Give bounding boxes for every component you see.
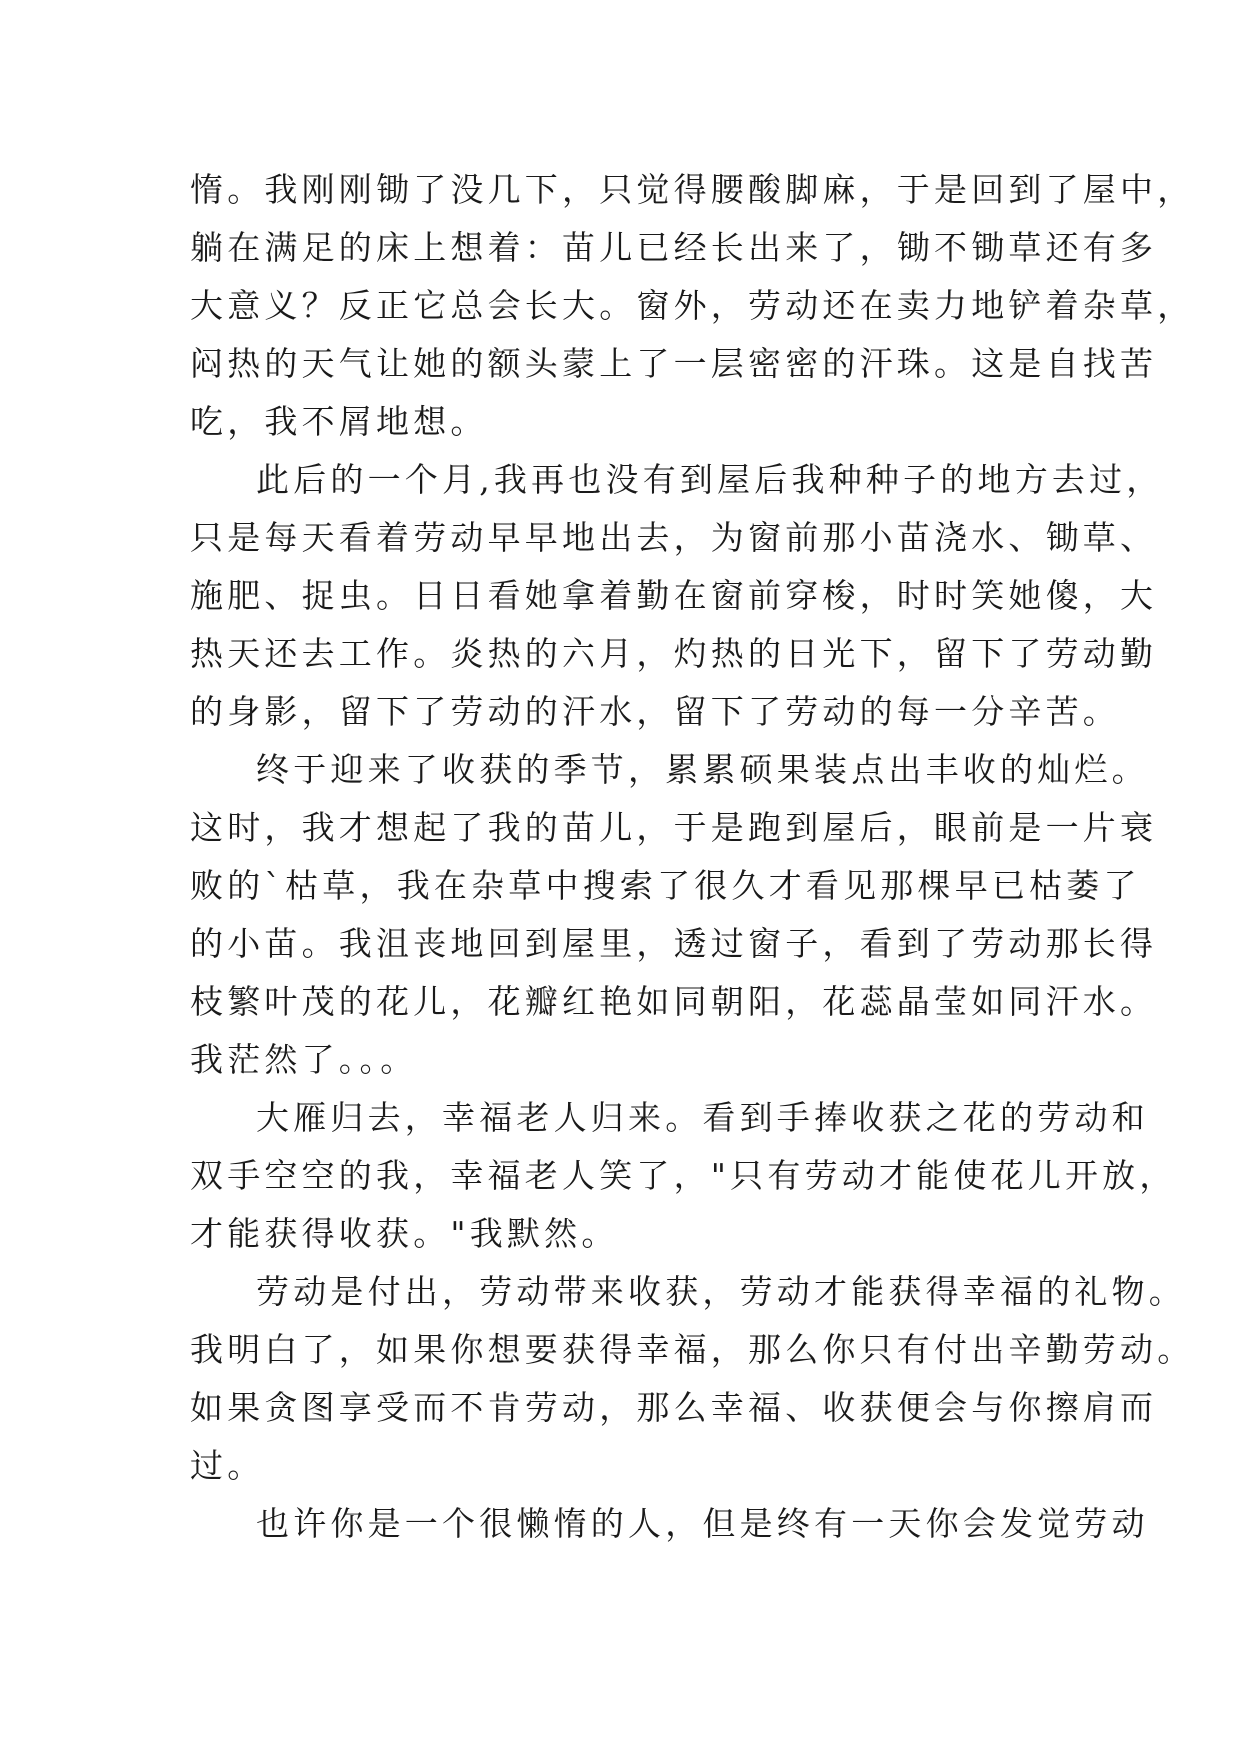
text-line: 才能获得收获。"我默然。	[190, 1214, 619, 1253]
text-line: 的小苗。我沮丧地回到屋里，透过窗子，看到了劳动那长得	[190, 924, 1158, 963]
text-line: 惰。我刚刚锄了没几下，只觉得腰酸脚麻，于是回到了屋中，	[190, 170, 1195, 209]
text-line: 劳动是付出，劳动带来收获，劳动才能获得幸福的礼物。	[256, 1272, 1186, 1311]
text-line: 闷热的天气让她的额头蒙上了一层密密的汗珠。这是自找苦	[190, 344, 1158, 383]
text-line: 枝繁叶茂的花儿，花瓣红艳如同朝阳，花蕊晶莹如同汗水。	[190, 982, 1158, 1021]
text-line: 双手空空的我，幸福老人笑了，"只有劳动才能使花儿开放，	[190, 1156, 1177, 1195]
text-line: 终于迎来了收获的季节，累累硕果装点出丰收的灿烂。	[256, 750, 1149, 789]
text-line: 施肥、捉虫。日日看她拿着勤在窗前穿梭，时时笑她傻，大	[190, 576, 1158, 615]
text-line: 我茫然了。。。	[190, 1040, 418, 1079]
text-line: 这时，我才想起了我的苗儿，于是跑到屋后，眼前是一片衰	[190, 808, 1158, 847]
text-line: 大意义？反正它总会长大。窗外，劳动还在卖力地铲着杂草，	[190, 286, 1195, 325]
text-line: 也许你是一个很懒惰的人，但是终有一天你会发觉劳动	[256, 1504, 1149, 1543]
document-body	[190, 161, 1195, 1553]
text-line: 大雁归去，幸福老人归来。看到手捧收获之花的劳动和	[256, 1098, 1149, 1137]
text-line: 如果贪图享受而不肯劳动，那么幸福、收获便会与你擦肩而	[190, 1388, 1158, 1427]
text-line: 此后的一个月,我再也没有到屋后我种种子的地方去过，	[256, 460, 1164, 499]
text-line: 的身影，留下了劳动的汗水，留下了劳动的每一分辛苦。	[190, 692, 1120, 731]
text-line: 热天还去工作。炎热的六月，灼热的日光下，留下了劳动勤	[190, 634, 1158, 673]
text-line: 只是每天看着劳动早早地出去，为窗前那小苗浇水、锄草、	[190, 518, 1158, 557]
text-line: 我明白了，如果你想要获得幸福，那么你只有付出辛勤劳动。	[190, 1330, 1195, 1369]
text-line: 败的`枯草，我在杂草中搜索了很久才看见那棵早已枯萎了	[190, 866, 1141, 905]
text-line: 吃，我不屑地想。	[190, 402, 488, 441]
text-line: 躺在满足的床上想着：苗儿已经长出来了，锄不锄草还有多	[190, 228, 1158, 267]
text-line: 过。	[190, 1446, 265, 1485]
